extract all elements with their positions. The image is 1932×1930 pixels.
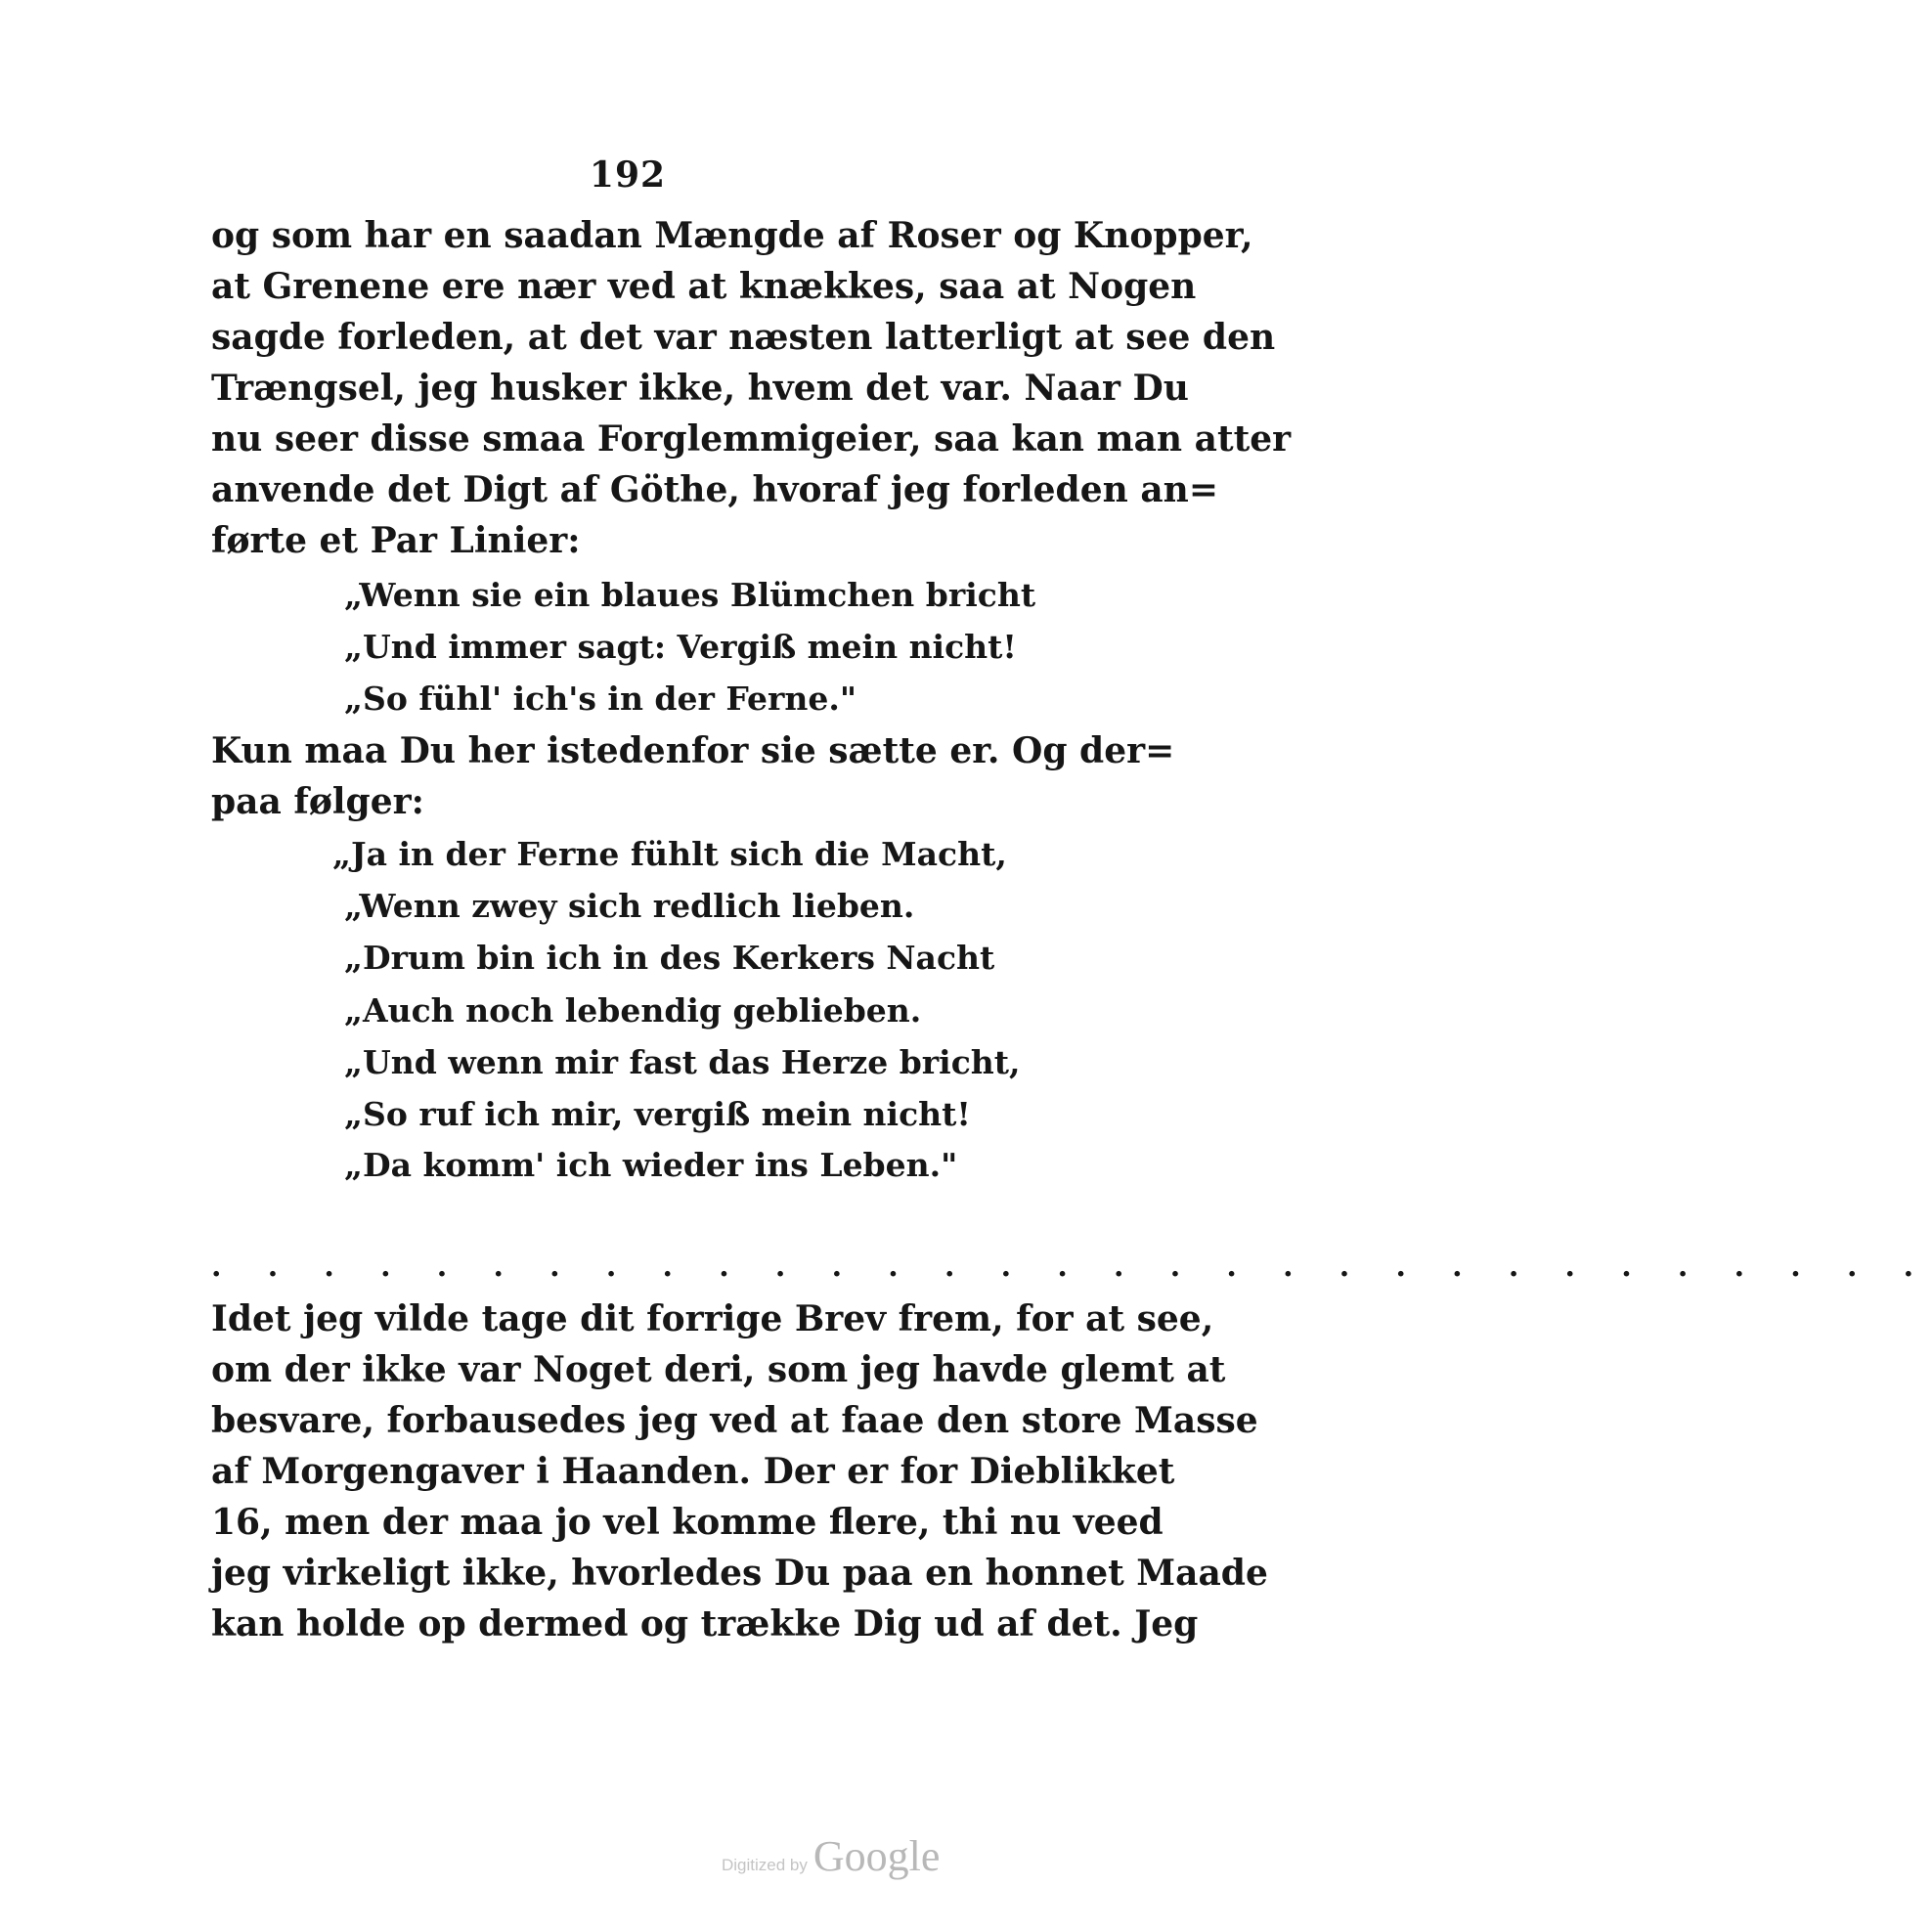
digitized-by-watermark [722,1831,940,1881]
text-line: nu seer disse smaa Forglemmigeier, saa kan man atter [211,418,1292,460]
verse-line: „Da komm' ich wieder ins Leben." [344,1146,958,1184]
verse-line: „So fühl' ich's in der Ferne." [344,680,857,718]
text-line: Kun maa Du her istedenfor sie sætte er. Og der= [211,730,1175,771]
verse-line: „So ruf ich mir, vergiß mein nicht! [344,1095,971,1133]
watermark-prefix: Digitized by [722,1856,808,1874]
text-line: sagde forleden, at det var næsten latterligt at see den [211,317,1276,358]
verse-line: „Wenn sie ein blaues Blümchen bricht [344,576,1036,614]
text-line: jeg virkeligt ikke, hvorledes Du paa en honnet Maade [211,1553,1268,1594]
text-line: Idet jeg vilde tage dit forrige Brev frem, for at see, [211,1298,1214,1339]
verse-line: „Auch noch lebendig geblieben. [344,991,922,1030]
verse-line: „Und wenn mir fast das Herze bricht, [344,1043,1021,1081]
verse-line: „Ja in der Ferne fühlt sich die Macht, [332,835,1007,873]
dotted-separator: . . . . . . . . . . . . . . . . . . . . . . . . . . . . . . . [211,1250,1932,1284]
text-line: om der ikke var Noget deri, som jeg havde glemt at [211,1349,1226,1390]
verse-line: „Und immer sagt: Vergiß mein nicht! [344,628,1017,666]
text-line: besvare, forbausedes jeg ved at faae den store Masse [211,1400,1258,1441]
page-number: 192 [589,154,667,196]
text-line: Trængsel, jeg husker ikke, hvem det var. Naar Du [211,368,1189,409]
text-line: og som har en saadan Mængde af Roser og Knopper, [211,215,1253,256]
text-line: af Morgengaver i Haanden. Der er for Dieblikket [211,1451,1175,1492]
text-line: paa følger: [211,781,424,822]
text-line: kan holde op dermed og trække Dig ud af det. Jeg [211,1603,1199,1645]
text-line: anvende det Digt af Göthe, hvoraf jeg forleden an= [211,469,1218,510]
text-line: 16, men der maa jo vel komme flere, thi nu veed [211,1502,1164,1543]
text-line: at Grenene ere nær ved at knækkes, saa at Nogen [211,266,1197,307]
watermark-logo: Google [812,1832,941,1880]
verse-line: „Wenn zwey sich redlich lieben. [344,887,915,925]
verse-line: „Drum bin ich in des Kerkers Nacht [344,939,995,977]
text-line: førte et Par Linier: [211,520,581,561]
